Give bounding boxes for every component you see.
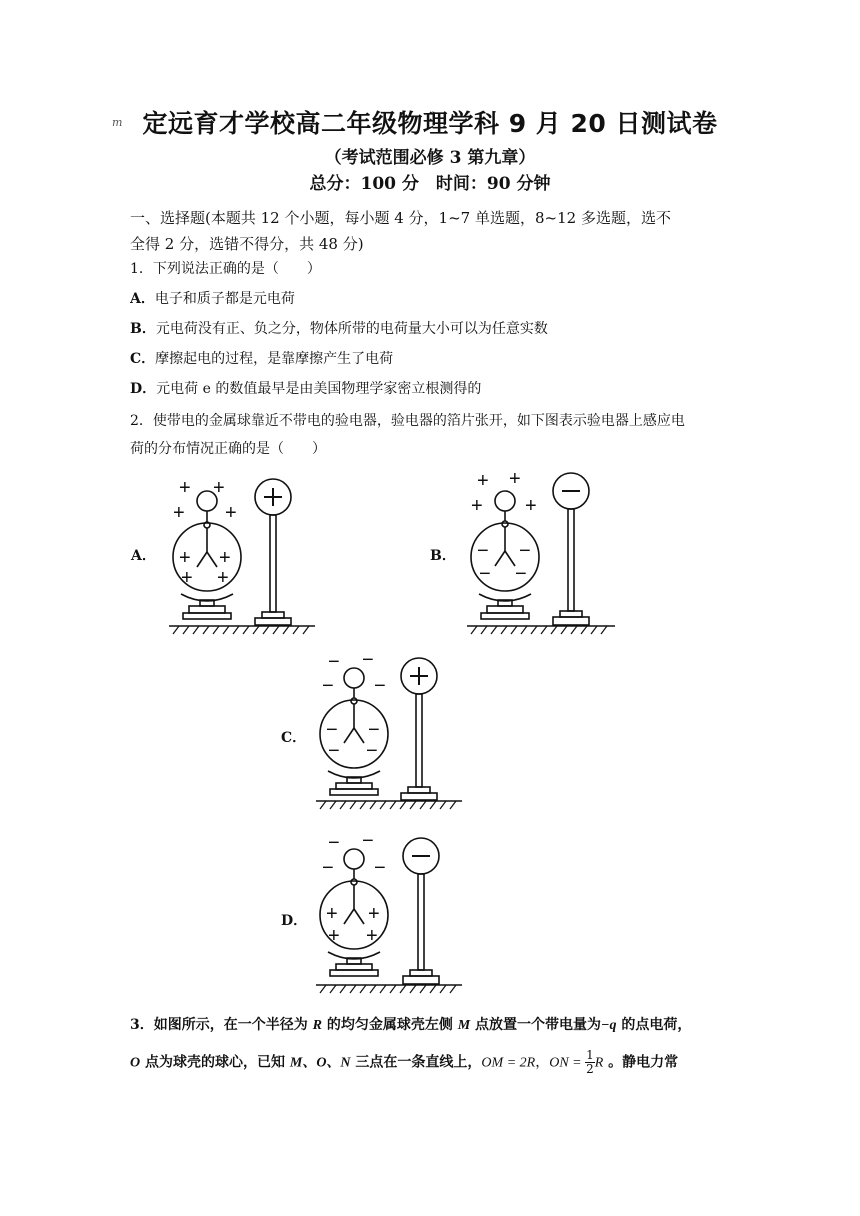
q1-option-b: B．元电荷没有正、负之分，物体所带的电荷量大小可以为任意实数 <box>130 321 548 337</box>
minus-charge: − <box>322 857 334 879</box>
plus-charge: + <box>173 502 185 524</box>
q2-stem-line2: 荷的分布情况正确的是（ ） <box>130 441 326 457</box>
plus-charge: + <box>525 495 537 517</box>
q1-option-a: A．电子和质子都是元电荷 <box>130 291 295 307</box>
figure-label-c: C． <box>281 730 307 746</box>
minus-charge: − <box>477 540 489 562</box>
plus-charge: + <box>471 495 483 517</box>
question-3 <box>130 1014 691 1076</box>
minus-charge: − <box>366 740 378 762</box>
minus-charge: − <box>374 675 386 697</box>
minus-charge: − <box>362 830 374 852</box>
charged-ball-sign <box>410 667 428 685</box>
plus-charge: + <box>217 567 229 589</box>
plus-charge: + <box>219 547 231 569</box>
margin-mark: m <box>112 116 123 129</box>
minus-charge: − <box>519 540 531 562</box>
electroscope-figure-b <box>463 465 623 640</box>
plus-charge: + <box>509 468 521 490</box>
q1-option-d: D．元电荷 e 的数值最早是由美国物理学家密立根测得的 <box>130 381 482 397</box>
electroscope-figure-d <box>312 830 472 1000</box>
ground-hatch <box>316 985 462 993</box>
minus-charge: − <box>328 740 340 762</box>
section-heading-line1: 一、选择题(本题共 12 个小题，每小题 4 分，1~7 单选题，8~12 多选题，选不 <box>130 209 671 227</box>
q2-stem-line1: 2．使带电的金属球靠近不带电的验电器，验电器的箔片张开，如下图表示验电器上感应电 <box>130 413 685 429</box>
electroscope-figure-c <box>312 650 472 818</box>
minus-charge: − <box>362 650 374 671</box>
minus-charge: − <box>328 651 340 673</box>
minus-charge: − <box>326 719 338 741</box>
minus-charge: − <box>479 563 491 585</box>
page-title: 定远育才学校高二年级物理学科 9 月 20 日测试卷 <box>142 109 718 138</box>
electroscope-figure-a <box>165 470 325 640</box>
ground-hatch <box>467 626 615 634</box>
charged-ball-sign <box>264 488 282 506</box>
ground-hatch <box>169 626 315 634</box>
minus-charge: − <box>515 563 527 585</box>
ground-hatch <box>316 801 462 809</box>
q3-line1: 3．如图所示，在一个半径为 R 的均匀金属球壳左侧 M 点放置一个带电量为−q 的点电荷， <box>130 1017 692 1033</box>
q1-stem: 1．下列说法正确的是（ ） <box>130 261 321 277</box>
plus-charge: + <box>179 547 191 569</box>
plus-charge: + <box>225 502 237 524</box>
question-2 <box>130 407 685 463</box>
minus-charge: − <box>322 675 334 697</box>
q1-option-c: C．摩擦起电的过程，是靠摩擦产生了电荷 <box>130 351 394 367</box>
figure-label-a: A． <box>131 548 156 564</box>
plus-charge: + <box>477 470 489 492</box>
score-time: 总分：100 分 时间：90 分钟 <box>309 174 551 194</box>
on-equation: ON = <box>549 1055 586 1071</box>
section-heading <box>130 205 671 257</box>
plus-charge: + <box>326 903 338 925</box>
exam-scope: （考试范围必修 3 第九章） <box>324 148 536 168</box>
plus-charge: + <box>366 925 378 947</box>
minus-charge: − <box>374 857 386 879</box>
question-1 <box>130 259 548 399</box>
section-heading-line2: 全得 2 分，选错不得分，共 48 分) <box>130 235 364 253</box>
plus-charge: + <box>181 567 193 589</box>
figure-label-b: B． <box>430 548 456 564</box>
minus-charge: − <box>368 719 380 741</box>
top-ball <box>344 849 364 869</box>
plus-charge: + <box>179 477 191 499</box>
q3-line2: O 点为球壳的球心，已知 M、O、N 三点在一条直线上，OM = 2R，ON = $\frac{1}{2}$ R 。静电力常 <box>130 1048 679 1076</box>
top-ball <box>495 491 515 511</box>
one-half-fraction: $\frac{1}{2}$ <box>586 1048 594 1076</box>
plus-charge: + <box>328 925 340 947</box>
om-equation: OM = 2R <box>481 1055 536 1071</box>
plus-charge: + <box>368 903 380 925</box>
plus-charge: + <box>213 477 225 499</box>
minus-charge: − <box>328 832 340 854</box>
top-ball <box>344 668 364 688</box>
figure-label-d: D． <box>281 913 308 929</box>
